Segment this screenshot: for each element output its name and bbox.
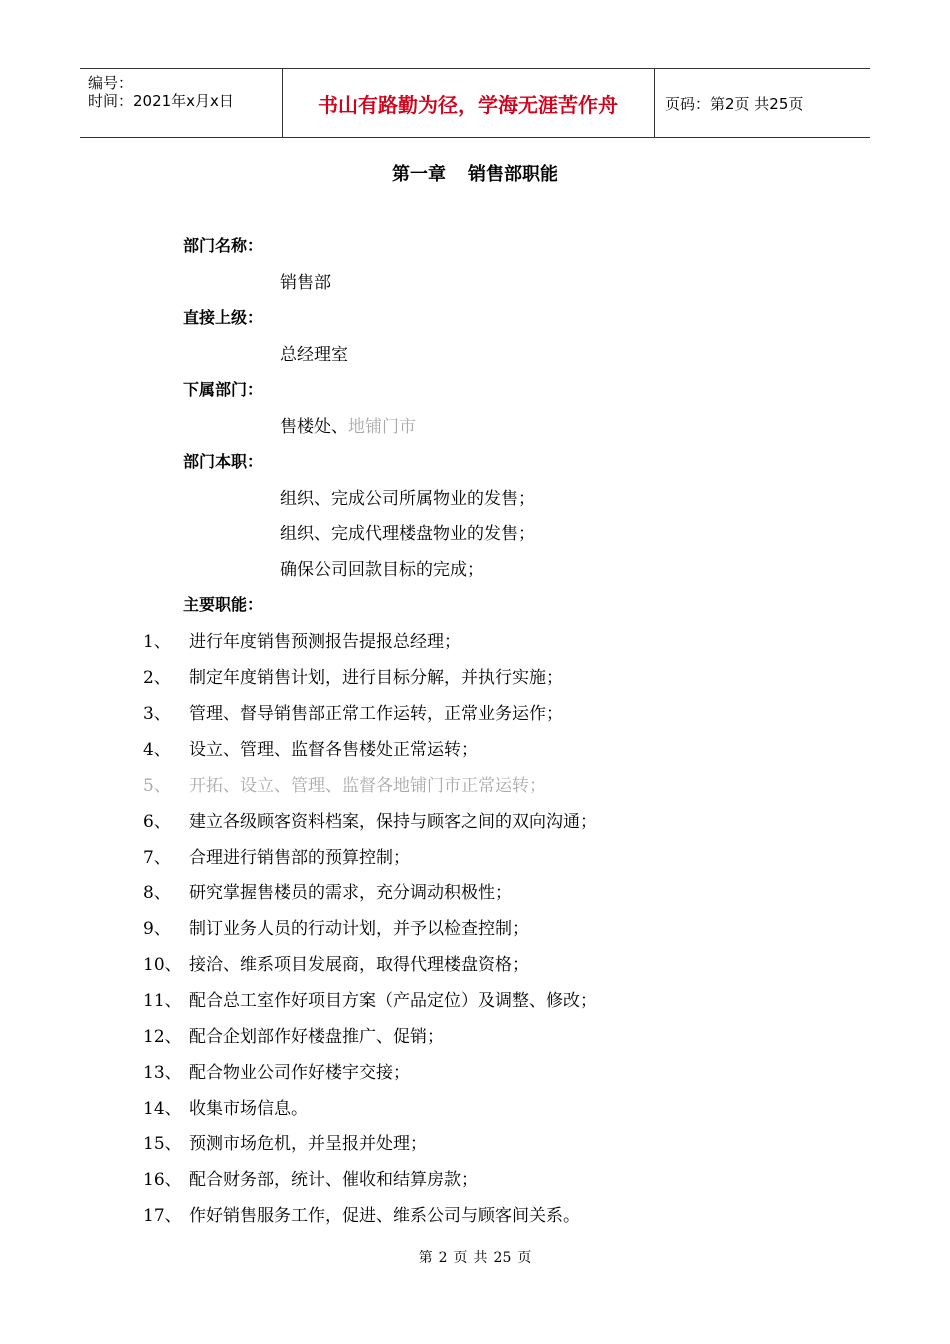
function-number: 4、: [143, 740, 171, 760]
chapter-number: 第一章: [392, 164, 446, 185]
function-number: 7、: [143, 848, 171, 868]
footer-text: 页: [517, 1250, 532, 1266]
function-number: 12、: [143, 1027, 182, 1047]
subordinate-label: 下属部门：: [183, 380, 264, 399]
date-label: 时间：2021年x月x日: [88, 92, 234, 110]
function-text: 开拓、设立、管理、监督各地铺门市正常运转；: [189, 776, 546, 796]
superior-value: 总经理室: [280, 345, 348, 365]
function-text: 制定年度销售计划，进行目标分解，并执行实施；: [189, 668, 563, 688]
function-number: 17、: [143, 1206, 182, 1226]
function-number: 9、: [143, 919, 171, 939]
function-text: 制订业务人员的行动计划，并予以检查控制；: [189, 919, 529, 939]
function-text: 预测市场危机，并呈报并处理；: [189, 1134, 427, 1154]
header-page-info: 页码：第2页 共25页: [665, 94, 804, 113]
function-text: 配合物业公司作好楼宇交接；: [189, 1063, 410, 1083]
function-number: 16、: [143, 1170, 182, 1190]
duty-label: 部门本职：: [183, 452, 264, 471]
footer-total-pages: 25: [493, 1250, 512, 1266]
function-text: 作好销售服务工作，促进、维系公司与顾客间关系。: [189, 1206, 580, 1226]
subordinate-value-a: 售楼处、: [280, 417, 348, 437]
subordinate-value: [280, 412, 416, 437]
duty-item: 组织、完成代理楼盘物业的发售；: [280, 524, 535, 544]
function-number: 8、: [143, 883, 171, 903]
function-text: 设立、管理、监督各售楼处正常运转；: [189, 740, 478, 760]
function-text: 配合财务部，统计、催收和结算房款；: [189, 1170, 478, 1190]
function-text: 管理、督导销售部正常工作运转，正常业务运作；: [189, 704, 563, 724]
function-number: 10、: [143, 955, 182, 975]
footer-current-page: 2: [438, 1250, 448, 1266]
main-functions-label: 主要职能：: [183, 595, 264, 614]
chapter-title: [0, 160, 950, 186]
header-meta-cell: [80, 69, 283, 137]
function-text: 配合企划部作好楼盘推广、促销；: [189, 1027, 444, 1047]
serial-label: 编号：: [88, 74, 134, 92]
function-number: 5、: [143, 776, 171, 796]
page-header-table: [80, 68, 870, 138]
duty-item: 确保公司回款目标的完成；: [280, 560, 484, 580]
function-text: 配合总工室作好项目方案（产品定位）及调整、修改；: [189, 991, 597, 1011]
footer-text: 共: [473, 1250, 488, 1266]
function-number: 15、: [143, 1134, 182, 1154]
function-text: 收集市场信息。: [189, 1099, 308, 1119]
function-text: 接洽、维系项目发展商，取得代理楼盘资格；: [189, 955, 529, 975]
function-number: 6、: [143, 812, 171, 832]
function-text: 研究掌握售楼员的需求，充分调动积极性；: [189, 883, 512, 903]
function-number: 14、: [143, 1099, 182, 1119]
superior-label: 直接上级：: [183, 308, 264, 327]
footer-text: 第: [418, 1250, 433, 1266]
function-text: 合理进行销售部的预算控制；: [189, 848, 410, 868]
function-text: 建立各级顾客资料档案，保持与顾客之间的双向沟通；: [189, 812, 597, 832]
function-number: 3、: [143, 704, 171, 724]
subordinate-value-b: 地铺门市: [348, 417, 416, 437]
duty-item: 组织、完成公司所属物业的发售；: [280, 489, 535, 509]
function-number: 1、: [143, 632, 171, 652]
dept-name-value: 销售部: [280, 273, 331, 293]
function-number: 13、: [143, 1063, 182, 1083]
footer-text: 页: [453, 1250, 468, 1266]
dept-name-label: 部门名称：: [183, 236, 264, 255]
function-number: 11、: [143, 991, 182, 1011]
function-number: 2、: [143, 668, 171, 688]
function-text: 进行年度销售预测报告提报总经理；: [189, 632, 461, 652]
header-motto: 书山有路勤为径，学海无涯苦作舟: [282, 69, 655, 137]
page-footer: [0, 1247, 950, 1267]
chapter-name: 销售部职能: [468, 164, 558, 185]
